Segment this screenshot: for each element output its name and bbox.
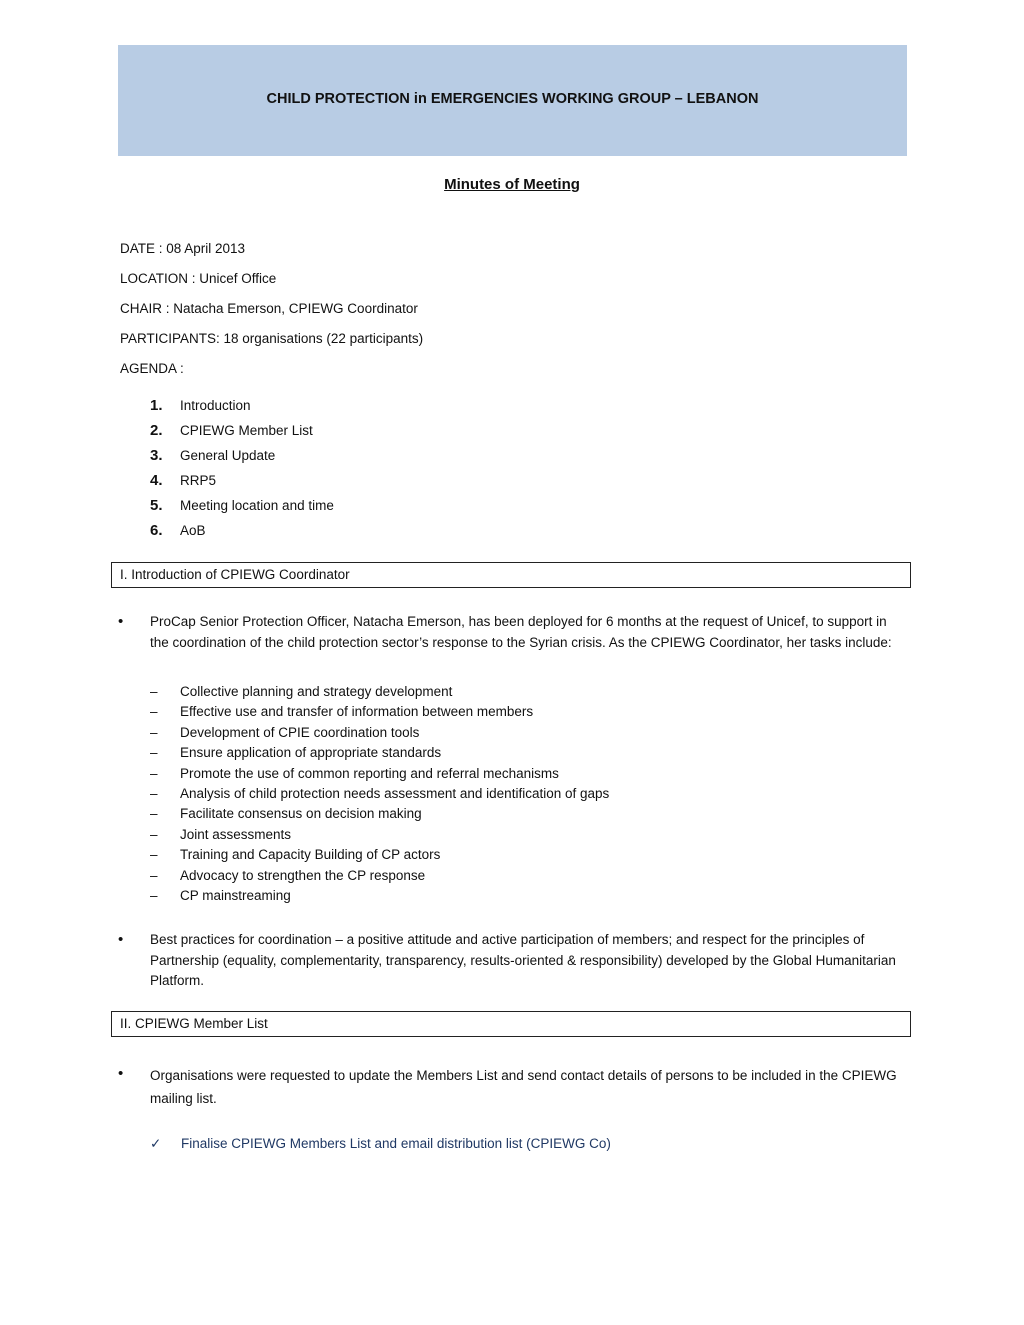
- task-item: [150, 702, 609, 722]
- action-text: Finalise CPIEWG Members List and email distribution list (CPIEWG Co): [181, 1136, 611, 1151]
- agenda-number: 3.: [150, 446, 163, 464]
- agenda-label: RRP5: [180, 472, 217, 488]
- dash-icon: –: [150, 867, 158, 883]
- dash-icon: –: [150, 887, 158, 903]
- task-label: Effective use and transfer of information between members: [180, 704, 534, 720]
- agenda-number: 4.: [150, 471, 163, 489]
- header-band: [118, 45, 907, 156]
- dash-icon: –: [150, 765, 158, 781]
- task-item: [150, 764, 609, 784]
- document-title: CHILD PROTECTION in EMERGENCIES WORKING GROUP – LEBANON: [266, 91, 759, 107]
- dash-icon: –: [150, 724, 158, 740]
- task-label: Joint assessments: [180, 826, 292, 842]
- agenda-item: [150, 418, 334, 443]
- agenda-label: AoB: [180, 522, 206, 538]
- agenda-item: [150, 443, 334, 468]
- task-item: [150, 825, 609, 845]
- task-label: Training and Capacity Building of CP actors: [180, 847, 441, 863]
- meta-agenda-label: AGENDA :: [120, 361, 184, 376]
- task-label: Facilitate consensus on decision making: [180, 806, 422, 822]
- dash-icon: –: [150, 847, 158, 863]
- task-label: Advocacy to strengthen the CP response: [180, 867, 426, 883]
- task-label: Analysis of child protection needs assessment and identification of gaps: [180, 785, 610, 801]
- action-point: [150, 1134, 611, 1154]
- section-heading-member-list: II. CPIEWG Member List: [111, 1011, 911, 1037]
- bullet-icon: •: [118, 613, 124, 630]
- agenda-item: [150, 493, 334, 518]
- agenda-number: 1.: [150, 396, 163, 414]
- meeting-meta: [120, 240, 423, 390]
- agenda-item: [150, 518, 334, 543]
- dash-icon: –: [150, 704, 158, 720]
- bullet-text: ProCap Senior Protection Officer, Natacha Emerson, has been deployed for 6 months at the request of Unicef, to support in the coordination of the child protection sector’s response to the Syrian crisis. As the CPIEWG Coordinator, her tasks include:: [150, 614, 892, 650]
- agenda-number: 5.: [150, 496, 163, 514]
- dash-icon: –: [150, 806, 158, 822]
- task-label: Development of CPIE coordination tools: [180, 724, 420, 740]
- bullet-icon: •: [118, 1065, 124, 1082]
- meta-location: LOCATION : Unicef Office: [120, 271, 277, 286]
- task-label: Collective planning and strategy development: [180, 684, 453, 699]
- agenda-list: [150, 393, 334, 543]
- bullet-text: Organisations were requested to update the Members List and send contact details of persons to be included in the CPIEWG mailing list.: [150, 1068, 897, 1106]
- coordinator-tasks-list: [150, 682, 609, 906]
- check-icon: ✓: [150, 1136, 162, 1151]
- agenda-item: [150, 393, 334, 418]
- task-item: [150, 866, 609, 886]
- task-item: [150, 886, 609, 906]
- bullet-coordinator-deployment: [118, 612, 908, 653]
- meta-participants: PARTICIPANTS: 18 organisations (22 participants): [120, 331, 424, 346]
- meta-chair: CHAIR : Natacha Emerson, CPIEWG Coordinator: [120, 301, 418, 316]
- section-heading-introduction: I. Introduction of CPIEWG Coordinator: [111, 562, 911, 588]
- bullet-member-list-update: [118, 1064, 908, 1110]
- task-item: [150, 723, 609, 743]
- agenda-number: 6.: [150, 521, 163, 539]
- minutes-title: Minutes of Meeting: [444, 176, 580, 193]
- dash-icon: –: [150, 785, 158, 801]
- bullet-text: Best practices for coordination – a positive attitude and active participation of members; and respect for the principles of Partnership (equality, complementarity, transparency, results-oriented & responsibility) developed by the Global Humanitarian Platform.: [150, 932, 896, 988]
- agenda-label: Introduction: [180, 397, 251, 413]
- agenda-number: 2.: [150, 421, 163, 439]
- task-item: [150, 804, 609, 824]
- agenda-label: Meeting location and time: [180, 497, 334, 513]
- bullet-icon: •: [118, 931, 124, 948]
- agenda-item: [150, 468, 334, 493]
- dash-icon: –: [150, 745, 158, 761]
- meta-date: DATE : 08 April 2013: [120, 241, 246, 256]
- agenda-label: CPIEWG Member List: [180, 422, 313, 438]
- task-item: [150, 743, 609, 763]
- task-item: [150, 784, 609, 804]
- dash-icon: –: [150, 826, 158, 842]
- task-label: Ensure application of appropriate standards: [180, 745, 442, 761]
- task-label: Promote the use of common reporting and referral mechanisms: [180, 765, 559, 781]
- task-item: [150, 682, 609, 702]
- dash-icon: –: [150, 684, 158, 699]
- agenda-label: General Update: [180, 447, 276, 463]
- task-item: [150, 845, 609, 865]
- bullet-best-practices: [118, 930, 908, 992]
- task-label: CP mainstreaming: [180, 887, 291, 903]
